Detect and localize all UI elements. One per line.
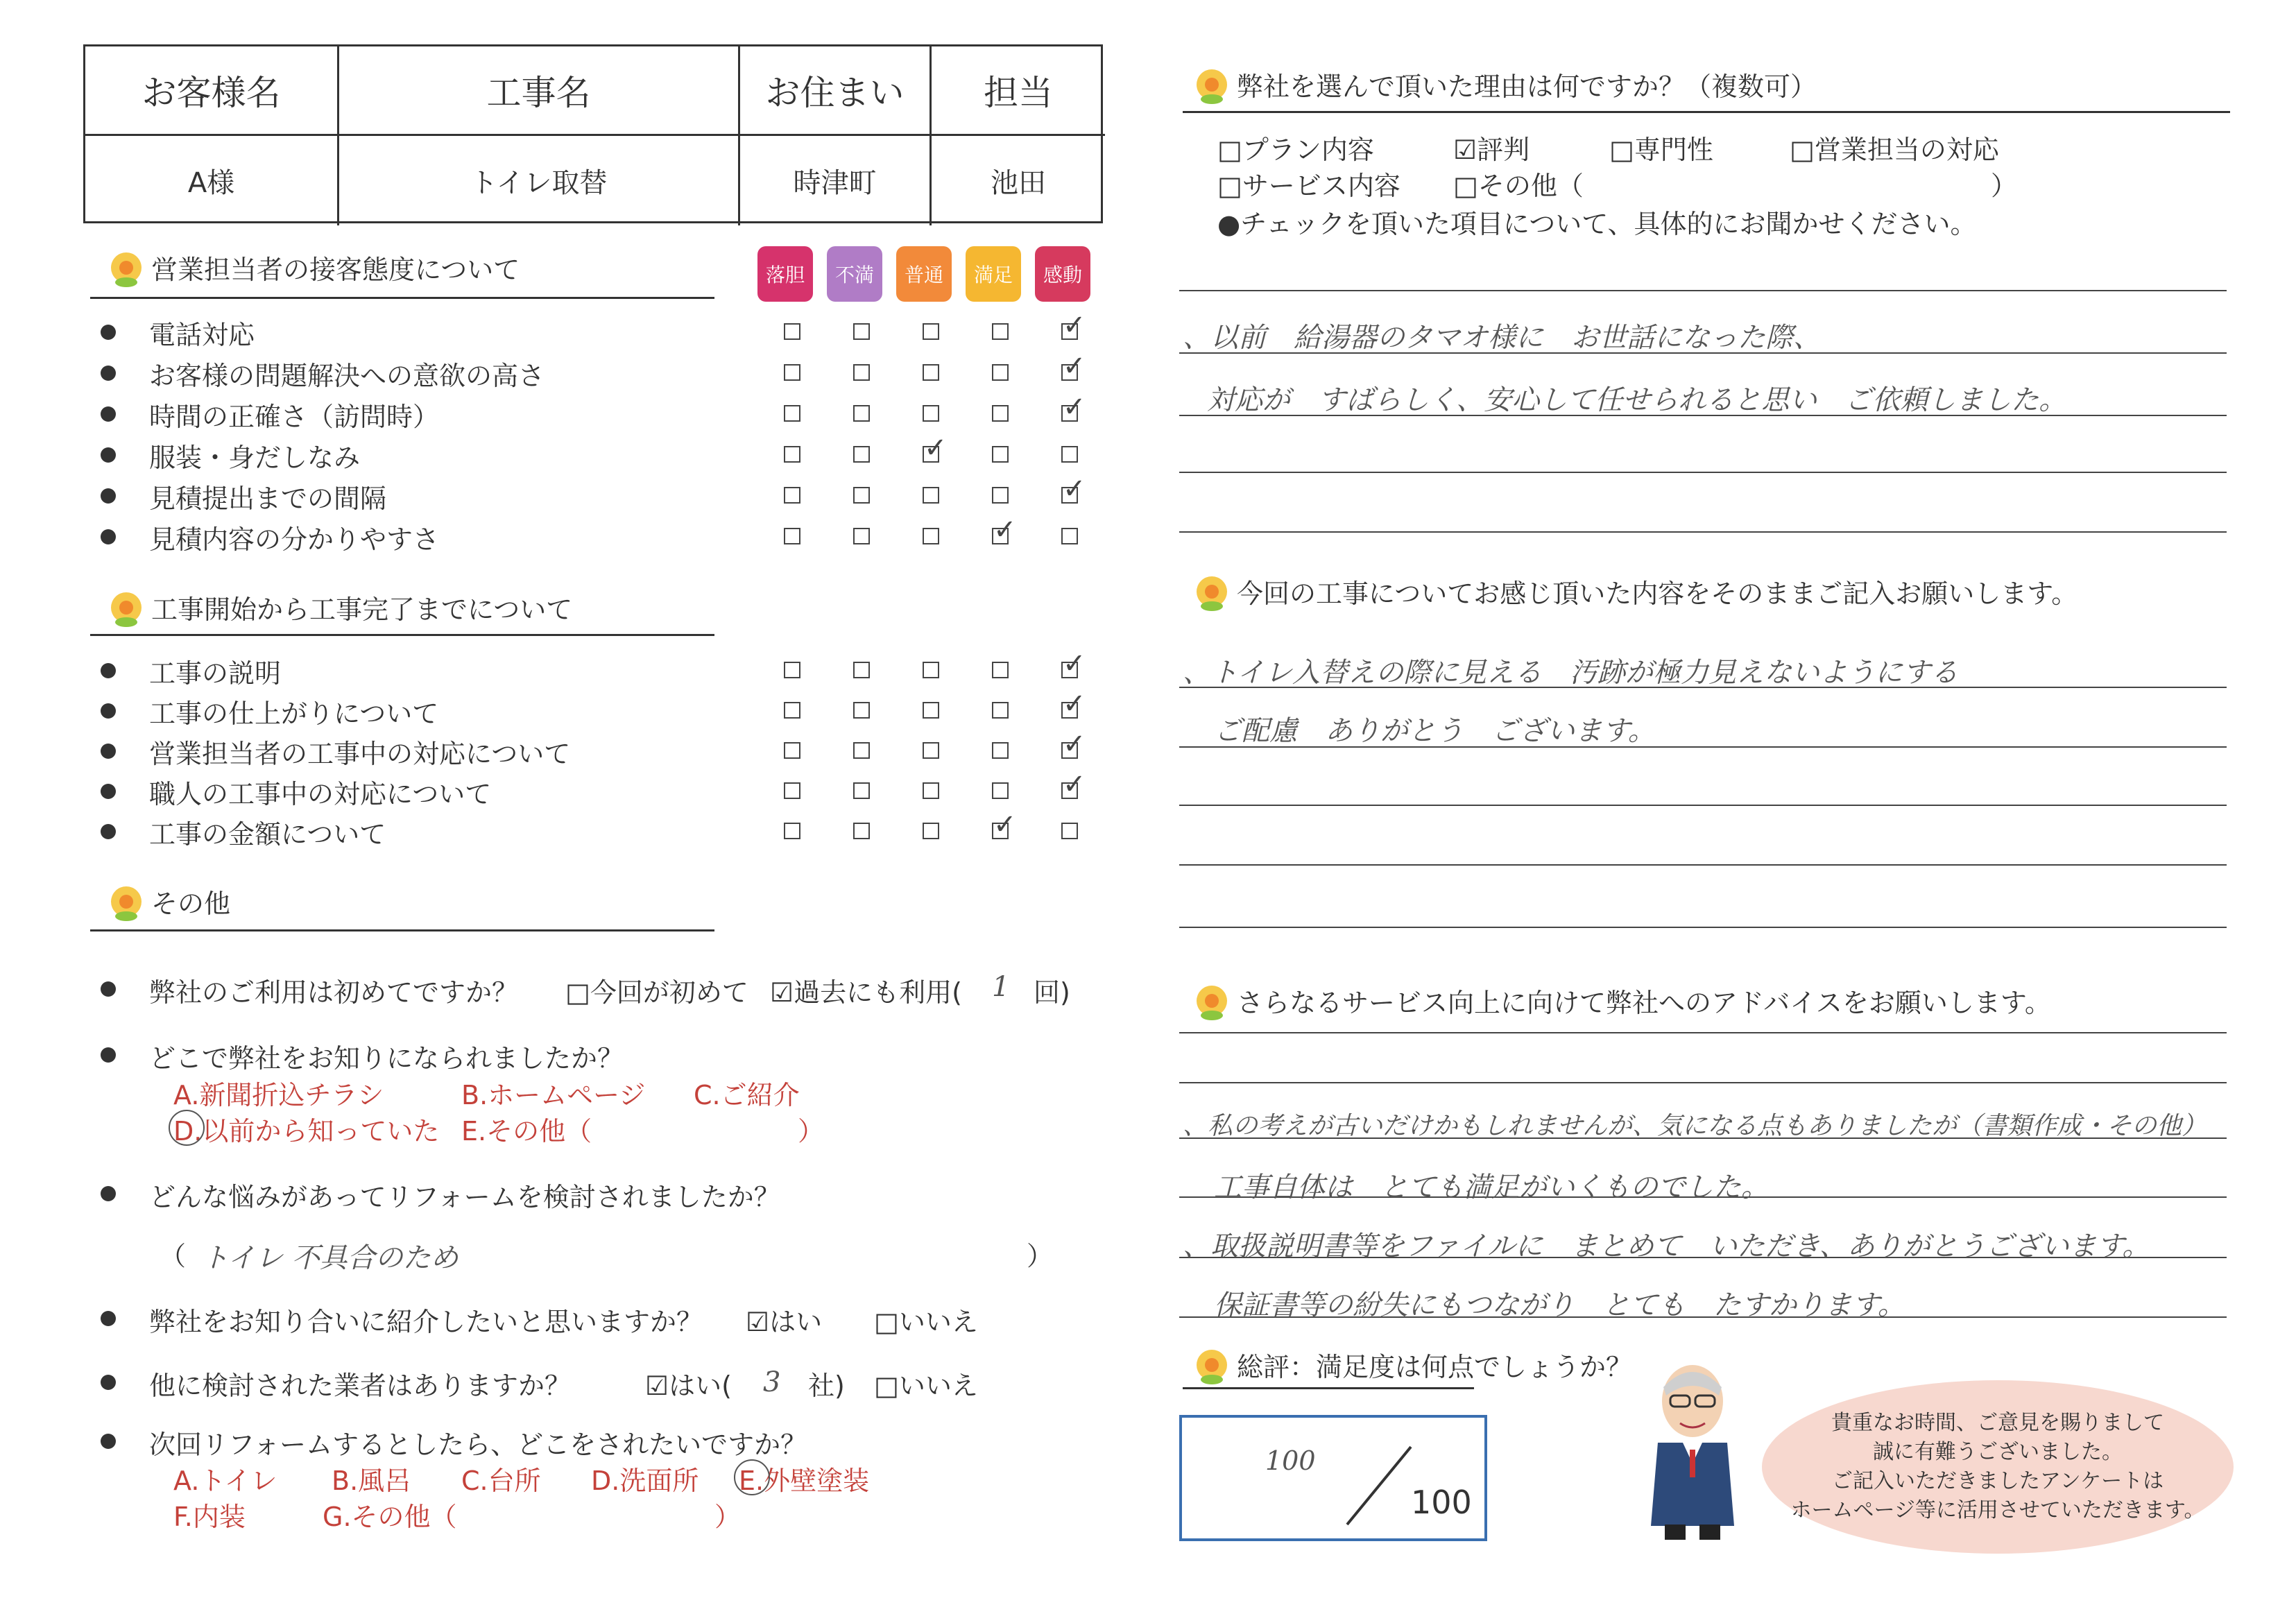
- check-mark: ✓: [1063, 350, 1086, 382]
- option-service[interactable]: □サービス内容: [1217, 171, 1400, 201]
- header-value-work: トイレ取替: [339, 136, 740, 225]
- bullet: [101, 366, 116, 381]
- section-construction-title: 工事開始から工事完了までについて: [151, 594, 573, 625]
- bullet: [101, 447, 116, 463]
- sales-rating-checkbox[interactable]: [853, 364, 870, 381]
- bullet: [101, 1186, 116, 1201]
- question-concern: どんな悩みがあってリフォームを検討されましたか？: [149, 1182, 780, 1212]
- sales-rating-checkbox[interactable]: [784, 487, 800, 504]
- construction-row-label: 営業担当者の工事中の対応について: [149, 739, 571, 769]
- option-referral[interactable]: C.ご紹介: [694, 1080, 800, 1110]
- thanks-line-3: ご記入いただきましたアンケートは: [1831, 1469, 2164, 1493]
- section-divider: [1183, 1387, 1474, 1389]
- vendors-unit: 社): [808, 1371, 845, 1401]
- badge-impressed: 感動: [1035, 246, 1090, 302]
- header-label-customer: お客様名: [85, 46, 339, 136]
- option-plan[interactable]: □プラン内容: [1217, 135, 1374, 165]
- reason-prompt: ●チェックを頂いた項目について、具体的にお聞かせください。: [1217, 209, 1977, 239]
- construction-rating-checkbox[interactable]: [992, 742, 1009, 759]
- construction-rating-checkbox[interactable]: [923, 662, 939, 678]
- bullet: [101, 744, 116, 759]
- option-known-before[interactable]: D.以前から知っていた: [173, 1116, 440, 1147]
- paren-open: （: [160, 1241, 187, 1271]
- section-impression-title: 今回の工事についてお感じ頂いた内容をそのままご記入お願いします。: [1237, 578, 2078, 609]
- option-other-reason-close: ）: [1991, 171, 2018, 201]
- header-value-residence: 時津町: [740, 136, 932, 225]
- construction-rating-checkbox[interactable]: [923, 702, 939, 719]
- construction-rating-checkbox[interactable]: [853, 742, 870, 759]
- flower-icon: [1197, 986, 1227, 1016]
- sales-row-label: 見積内容の分かりやすさ: [149, 524, 440, 555]
- header-value-customer: A様: [85, 136, 339, 225]
- header-label-residence: お住まい: [740, 46, 932, 136]
- bullet: [101, 824, 116, 839]
- section-score-title: 総評：満足度は何点でしょうか？: [1237, 1352, 1633, 1382]
- writing-line: [1179, 472, 2227, 473]
- option-washroom[interactable]: D.洗面所: [591, 1466, 699, 1496]
- used-count: 1: [992, 971, 1010, 1003]
- option-recommend-yes[interactable]: ☑はい: [746, 1307, 823, 1337]
- question-next-reform: 次回リフォームするとしたら、どこをされたいですか？: [149, 1429, 807, 1460]
- construction-rating-checkbox[interactable]: [1061, 823, 1078, 839]
- section-divider: [90, 634, 714, 636]
- sales-row-label: お客様の問題解決への意欲の高さ: [149, 361, 545, 391]
- construction-rating-checkbox[interactable]: [992, 662, 1009, 678]
- check-mark: ✓: [1063, 391, 1086, 423]
- bullet: [101, 488, 116, 504]
- sales-row-label: 見積提出までの間隔: [149, 483, 387, 514]
- construction-rating-checkbox[interactable]: [923, 823, 939, 839]
- bullet: [101, 784, 116, 799]
- badge-satisfied: 満足: [966, 246, 1021, 302]
- construction-rating-checkbox[interactable]: [992, 782, 1009, 799]
- check-mark: ✓: [993, 809, 1017, 841]
- sales-rating-checkbox[interactable]: [853, 405, 870, 422]
- flower-icon: [111, 252, 142, 283]
- bullet: [101, 1375, 116, 1390]
- section-divider: [90, 297, 714, 299]
- score-box[interactable]: [1179, 1415, 1487, 1541]
- writing-line: [1179, 1082, 2227, 1083]
- construction-row-label: 工事の説明: [149, 658, 282, 689]
- section-advice-title: さらなるサービス向上に向けて弊社へのアドバイスをお願いします。: [1237, 988, 2051, 1018]
- construction-row-label: 工事の金額について: [149, 819, 386, 850]
- section-reason-heading: [1197, 65, 1817, 103]
- construction-rating-checkbox[interactable]: [784, 823, 800, 839]
- selection-circle: [169, 1110, 205, 1146]
- thanks-line-2: 誠に有難うございました。: [1873, 1440, 2123, 1464]
- option-other-reason[interactable]: □その他（: [1453, 171, 1584, 201]
- paren-close: ）: [1027, 1241, 1054, 1271]
- slash-divider: [1342, 1444, 1418, 1527]
- impression-line-1: 、トイレ入替えの際に見える 汚跡が極力見えないようにする: [1183, 657, 1958, 689]
- section-sales-heading: [111, 248, 520, 286]
- sales-rating-checkbox[interactable]: [784, 405, 800, 422]
- sales-rating-checkbox[interactable]: [992, 487, 1009, 504]
- option-vendors-no[interactable]: □いいえ: [874, 1371, 978, 1401]
- construction-rating-checkbox[interactable]: [923, 742, 939, 759]
- header-label-work: 工事名: [339, 46, 740, 136]
- writing-line: [1179, 805, 2227, 806]
- flower-icon: [1197, 1350, 1227, 1380]
- sales-rating-checkbox[interactable]: [992, 446, 1009, 463]
- vendors-count: 3: [763, 1366, 781, 1398]
- option-expertise[interactable]: □専門性: [1609, 135, 1713, 165]
- advice-line-1: 、私の考えが古いだけかもしれませんが、気になる点もありましたが（書類作成・その他）: [1183, 1112, 2207, 1140]
- sales-rating-checkbox[interactable]: [923, 405, 939, 422]
- sales-rating-checkbox[interactable]: [853, 487, 870, 504]
- sales-rating-checkbox[interactable]: [992, 323, 1009, 340]
- writing-line: [1179, 531, 2227, 533]
- option-used-before[interactable]: ☑過去にも利用(: [770, 977, 962, 1008]
- construction-rating-checkbox[interactable]: [784, 702, 800, 719]
- construction-rating-checkbox[interactable]: [784, 742, 800, 759]
- construction-rating-checkbox[interactable]: [853, 702, 870, 719]
- badge-disappointed: 落胆: [757, 246, 813, 302]
- concern-answer[interactable]: トイレ 不具合のため: [201, 1242, 459, 1274]
- mascot-illustration: [1637, 1359, 1748, 1547]
- bullet: [101, 663, 116, 678]
- sales-rating-checkbox[interactable]: [992, 364, 1009, 381]
- bullet: [101, 325, 116, 340]
- section-other-heading: [111, 882, 230, 920]
- sales-rating-checkbox[interactable]: [784, 364, 800, 381]
- bullet: [101, 1311, 116, 1326]
- construction-rating-checkbox[interactable]: [992, 702, 1009, 719]
- sales-row-label: 電話対応: [149, 320, 255, 350]
- flower-icon: [111, 886, 142, 917]
- construction-rating-checkbox[interactable]: [853, 823, 870, 839]
- sales-rating-checkbox[interactable]: [784, 528, 800, 544]
- option-homepage[interactable]: B.ホームページ: [461, 1080, 646, 1110]
- check-mark: ✓: [1063, 728, 1086, 760]
- section-divider: [90, 929, 714, 931]
- check-mark: ✓: [1063, 473, 1086, 505]
- advice-line-2: 工事自体は とても満足がいくものでした。: [1214, 1171, 1769, 1203]
- sales-rating-checkbox[interactable]: [1061, 528, 1078, 544]
- option-other-close: ）: [798, 1116, 825, 1147]
- option-flyer[interactable]: A.新聞折込チラシ: [173, 1080, 384, 1110]
- option-other-next-close: ）: [714, 1502, 742, 1532]
- sales-rating-checkbox[interactable]: [853, 323, 870, 340]
- construction-row-label: 工事の仕上がりについて: [149, 698, 439, 729]
- check-mark: ✓: [1063, 309, 1086, 341]
- sales-rating-checkbox[interactable]: [992, 405, 1009, 422]
- construction-row-label: 職人の工事中の対応について: [149, 779, 492, 809]
- question-recommend: 弊社をお知り合いに紹介したいと思いますか？: [149, 1307, 703, 1337]
- section-divider: [1183, 111, 2230, 113]
- advice-line-3: 、取扱説明書等をファイルに まとめて いただき、ありがとうございます。: [1183, 1230, 2150, 1262]
- reason-line-2: 対応が すばらしく、安心して任せられると思い ご依頼しました。: [1207, 384, 2067, 416]
- option-review[interactable]: ☑評判: [1453, 135, 1530, 165]
- option-sales-response[interactable]: □営業担当の対応: [1790, 135, 1999, 165]
- bullet: [101, 703, 116, 719]
- header-value-staff: 池田: [991, 167, 1046, 199]
- section-other-title: その他: [151, 888, 231, 919]
- question-how-known: どこで弊社をお知りになられましたか？: [149, 1043, 624, 1074]
- thanks-message: [1762, 1380, 2234, 1554]
- flower-icon: [111, 592, 142, 623]
- score-max: 100: [1411, 1484, 1472, 1521]
- sales-row-label: 服装・身だしなみ: [149, 443, 361, 473]
- option-interior[interactable]: F.内装: [173, 1502, 246, 1532]
- bullet: [101, 406, 116, 422]
- option-toilet[interactable]: A.トイレ: [173, 1466, 277, 1496]
- option-recommend-no[interactable]: □いいえ: [874, 1307, 978, 1337]
- construction-rating-checkbox[interactable]: [784, 662, 800, 678]
- used-count-unit: 回): [1034, 977, 1070, 1008]
- sales-rating-checkbox[interactable]: [923, 364, 939, 381]
- sales-rating-checkbox[interactable]: [923, 487, 939, 504]
- bullet: [101, 1047, 116, 1063]
- question-first-use: 弊社のご利用は初めてですか？: [149, 977, 519, 1008]
- option-first-time[interactable]: □今回が初めて: [565, 977, 748, 1008]
- option-exterior-paint[interactable]: E.外壁塗装: [739, 1466, 870, 1496]
- sales-rating-checkbox[interactable]: [853, 446, 870, 463]
- bullet: [101, 1434, 116, 1449]
- check-mark: ✓: [924, 432, 948, 464]
- selection-circle: [734, 1459, 770, 1495]
- sales-rating-checkbox[interactable]: [784, 323, 800, 340]
- construction-rating-checkbox[interactable]: [784, 782, 800, 799]
- option-vendors-yes[interactable]: ☑はい(: [645, 1371, 732, 1401]
- sales-rating-checkbox[interactable]: [1061, 446, 1078, 463]
- thanks-line-1: 貴重なお時間、ご意見を賜りまして: [1831, 1411, 2164, 1435]
- bullet: [101, 981, 116, 997]
- flower-icon: [1197, 69, 1227, 100]
- sales-rating-checkbox[interactable]: [784, 446, 800, 463]
- badge-normal: 普通: [896, 246, 952, 302]
- impression-line-2: ご配慮 ありがとう ございます。: [1214, 715, 1656, 747]
- construction-rating-checkbox[interactable]: [923, 782, 939, 799]
- check-mark: ✓: [1063, 688, 1086, 720]
- section-sales-title: 営業担当者の接客態度について: [151, 255, 520, 285]
- sales-rating-checkbox[interactable]: [853, 528, 870, 544]
- flower-icon: [1197, 576, 1227, 607]
- construction-rating-checkbox[interactable]: [853, 662, 870, 678]
- check-mark: ✓: [993, 514, 1017, 546]
- section-impression-heading: [1197, 572, 2077, 610]
- score-value: 100: [1265, 1445, 1316, 1476]
- writing-line: [1179, 927, 2227, 928]
- construction-rating-checkbox[interactable]: [853, 782, 870, 799]
- section-reason-title: 弊社を選んで頂いた理由は何ですか？（複数可）: [1237, 71, 1817, 102]
- option-bath[interactable]: B.風呂: [332, 1466, 411, 1496]
- section-score-heading: [1197, 1346, 1632, 1384]
- check-mark: ✓: [1063, 768, 1086, 800]
- section-advice-heading: [1197, 981, 2051, 1020]
- check-mark: ✓: [1063, 648, 1086, 680]
- bullet: [101, 529, 116, 544]
- option-other[interactable]: E.その他（: [461, 1116, 592, 1147]
- advice-line-4: 保証書等の紛失にもつながり とても たすかります。: [1214, 1289, 1905, 1321]
- writing-line: [1179, 864, 2227, 866]
- writing-line: [1179, 1032, 2227, 1033]
- option-kitchen[interactable]: C.台所: [461, 1466, 541, 1496]
- option-other-next[interactable]: G.その他（: [323, 1502, 457, 1532]
- sales-row-label: 時間の正確さ（訪問時）: [149, 402, 440, 432]
- section-construction-heading: [111, 588, 572, 626]
- question-other-vendors: 他に検討された業者はありますか？: [149, 1371, 572, 1401]
- writing-line: [1179, 290, 2227, 291]
- reason-line-1: 、以前 給湯器のタマオ様に お世話になった際、: [1183, 322, 1821, 354]
- sales-rating-checkbox[interactable]: [923, 323, 939, 340]
- sales-rating-checkbox[interactable]: [923, 528, 939, 544]
- header-label-staff: 担当: [932, 46, 1105, 136]
- header-table: [83, 44, 1103, 223]
- thanks-line-4: ホームページ等に活用させていただきます。: [1790, 1498, 2205, 1522]
- badge-dissatisfied: 不満: [827, 246, 882, 302]
